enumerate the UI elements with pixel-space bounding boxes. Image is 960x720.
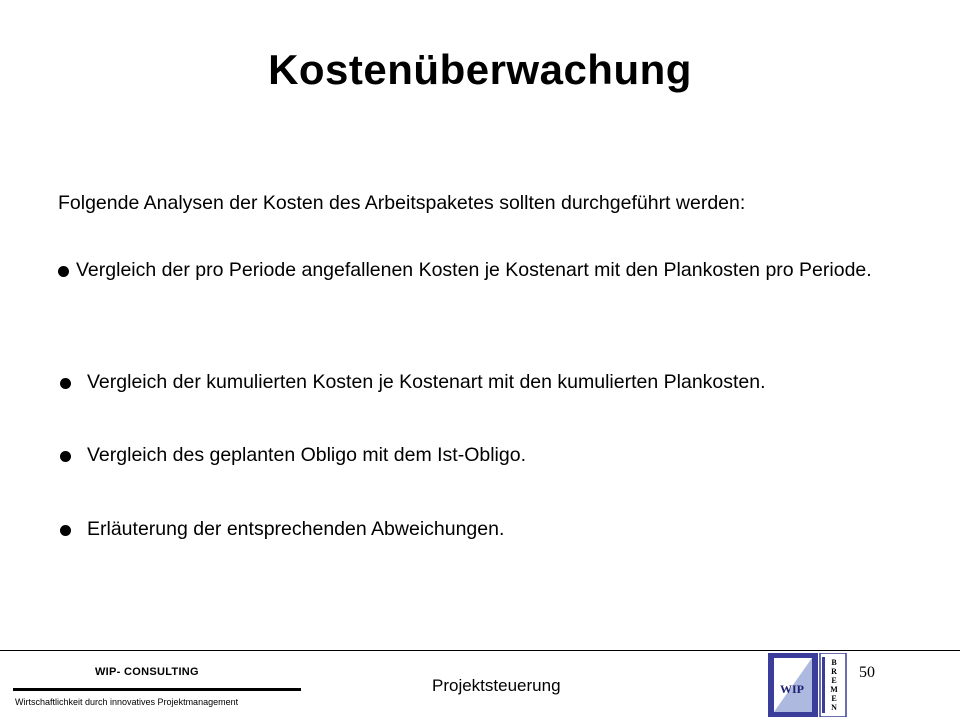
footer-tagline: Wirtschaftlichkeit durch innovatives Projektmanagement <box>15 697 239 707</box>
footer-brand: WIP- CONSULTING <box>95 666 199 678</box>
footer-divider <box>0 650 960 651</box>
bullet-dot-icon <box>58 266 69 277</box>
svg-text:E: E <box>831 694 837 703</box>
svg-text:M: M <box>830 685 838 694</box>
page-number: 50 <box>859 664 875 681</box>
bullet-dot-icon <box>60 451 71 462</box>
svg-text:N: N <box>831 703 837 712</box>
bullet-item <box>58 511 504 547</box>
bullet-item <box>58 364 766 400</box>
bullet-dot-icon <box>60 378 71 389</box>
footer-brand-underline <box>13 688 301 691</box>
svg-text:WIP: WIP <box>780 682 804 696</box>
slide-title: Kostenüberwachung <box>268 46 692 93</box>
intro-text: Folgende Analysen der Kosten des Arbeitspaketes sollten durchgeführt werden: <box>58 192 746 214</box>
wip-bremen-logo-icon <box>768 653 848 717</box>
bullet-text: Vergleich der pro Periode angefallenen Kosten je Kostenart mit den Plankosten pro Periode. <box>76 259 872 281</box>
bullet-dot-icon <box>60 525 71 536</box>
bullet-item <box>58 437 526 473</box>
bullet-item <box>58 252 928 288</box>
bullet-text: Vergleich der kumulierten Kosten je Kostenart mit den kumulierten Plankosten. <box>87 371 766 393</box>
bullet-text: Vergleich des geplanten Obligo mit dem Ist-Obligo. <box>87 444 526 466</box>
bullet-text: Erläuterung der entsprechenden Abweichungen. <box>87 518 505 540</box>
svg-text:B: B <box>831 658 837 667</box>
svg-text:E: E <box>831 676 837 685</box>
svg-text:R: R <box>831 667 837 676</box>
footer-section-title: Projektsteuerung <box>432 676 561 695</box>
